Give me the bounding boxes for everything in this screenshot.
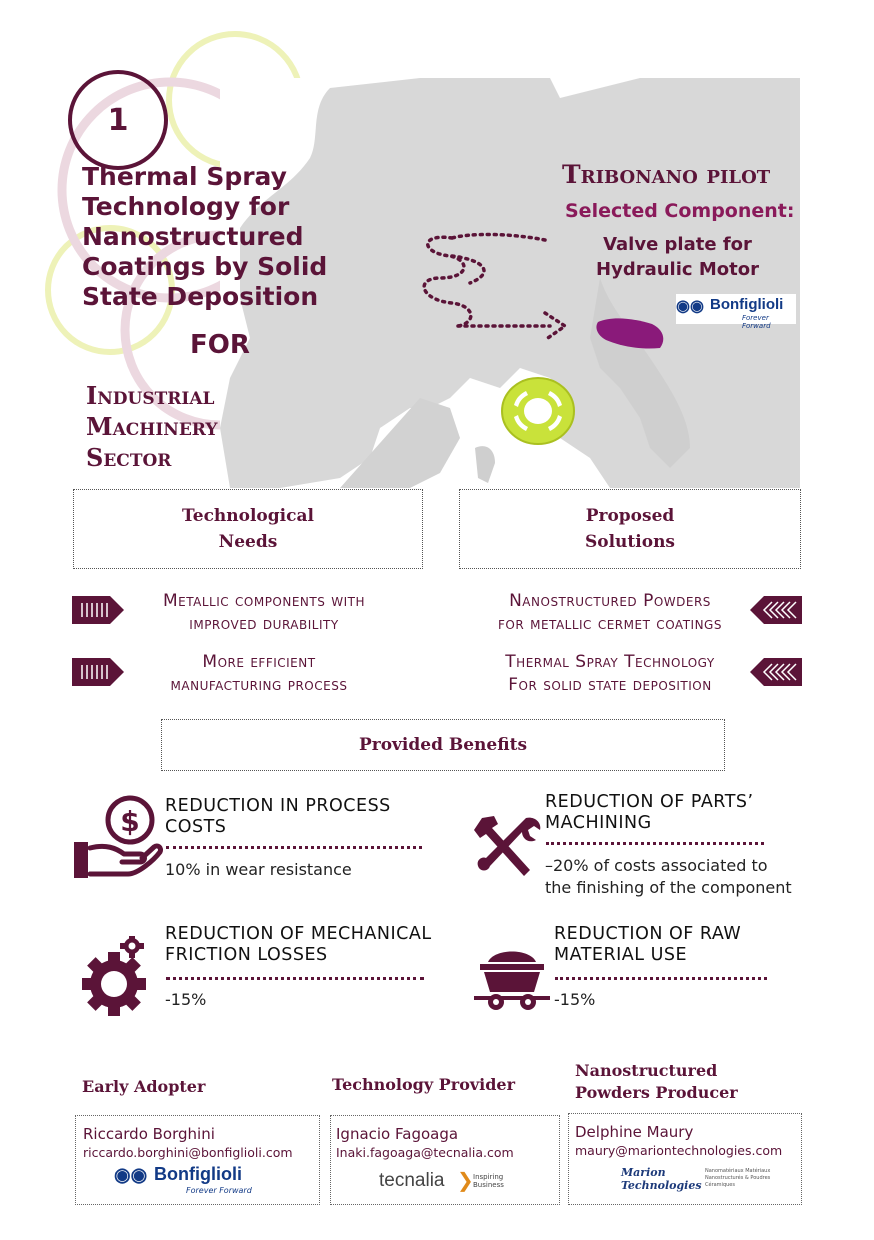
technological-needs-header: Technological Needs bbox=[73, 489, 423, 569]
sector-label: Industrial Machinery Sector bbox=[86, 381, 218, 472]
need-arrow-icon bbox=[72, 596, 124, 624]
bonfiglioli-logo: ◉◉ Bonfiglioli Forever Forward bbox=[114, 1164, 252, 1195]
marion-technologies-logo: Marion Technologies Nanomatériaux Matériaux Nanostructurés & Poudres Céramiques bbox=[621, 1166, 771, 1192]
tools-icon bbox=[474, 814, 544, 880]
need-arrow-icon bbox=[72, 658, 124, 686]
benefit-title: REDUCTION OF MECHANICAL FRICTION LOSSES bbox=[165, 924, 432, 965]
need-item: More efficient manufacturing process bbox=[170, 652, 348, 695]
benefit-title: REDUCTION OF RAW MATERIAL USE bbox=[554, 924, 742, 965]
benefit-divider bbox=[166, 977, 424, 980]
benefit-text: -15% bbox=[554, 990, 596, 1009]
svg-text:$: $ bbox=[120, 805, 140, 838]
contact-name: Delphine Maury bbox=[575, 1123, 694, 1141]
need-item: Metallic components with improved durability bbox=[162, 591, 366, 634]
tecnalia-logo: tecnalia ❯ Inspiring Business bbox=[379, 1168, 504, 1192]
pilot-title: Tribonano pilot bbox=[562, 160, 771, 189]
mine-cart-icon bbox=[474, 944, 550, 1016]
benefit-text: -15% bbox=[165, 990, 207, 1009]
contact-card-early-adopter bbox=[75, 1115, 320, 1205]
contact-email[interactable]: maury@mariontechnologies.com bbox=[575, 1143, 783, 1158]
proposed-solutions-header: Proposed Solutions bbox=[459, 489, 801, 569]
benefit-title: REDUCTION IN PROCESS COSTS bbox=[165, 796, 391, 837]
contact-role: Nanostructured Powders Producer bbox=[575, 1061, 738, 1102]
contact-email[interactable]: Inaki.fagoaga@tecnalia.com bbox=[336, 1145, 514, 1160]
contact-name: Ignacio Fagoaga bbox=[336, 1125, 459, 1143]
gears-icon bbox=[82, 936, 152, 1016]
contact-card-technology-provider bbox=[330, 1115, 560, 1205]
benefit-title: REDUCTION OF PARTS’ MACHINING bbox=[545, 792, 754, 833]
page-title: Thermal Spray Technology for Nanostructured Coatings by Solid State Deposition bbox=[82, 162, 328, 311]
for-label: FOR bbox=[190, 330, 250, 360]
bonfiglioli-logo: ◉◉ Bonfiglioli Forever Forward bbox=[676, 294, 796, 324]
solution-item: Nanostructured Powders for metallic cermet coatings bbox=[498, 591, 722, 634]
step-number-badge: 1 bbox=[68, 70, 168, 170]
benefit-divider bbox=[555, 977, 767, 980]
benefit-divider bbox=[166, 846, 422, 849]
benefit-divider bbox=[546, 842, 764, 845]
selected-component-label: Selected Component: bbox=[565, 200, 795, 222]
benefit-text: 10% in wear resistance bbox=[165, 860, 352, 879]
money-hand-icon bbox=[72, 792, 164, 884]
contact-role: Technology Provider bbox=[332, 1075, 516, 1094]
selected-component-name: Valve plate for Hydraulic Motor bbox=[596, 234, 759, 280]
contact-role: Early Adopter bbox=[82, 1077, 206, 1096]
provided-benefits-header: Provided Benefits bbox=[161, 719, 725, 771]
contact-name: Riccardo Borghini bbox=[83, 1125, 215, 1143]
solution-item: Thermal Spray Technology For solid state deposition bbox=[505, 652, 715, 695]
valve-plate-icon bbox=[500, 375, 580, 445]
benefit-text: –20% of costs associated to the finishing of the component bbox=[545, 856, 792, 897]
contact-email[interactable]: riccardo.borghini@bonfiglioli.com bbox=[83, 1145, 293, 1160]
contact-card-powders-producer bbox=[568, 1113, 802, 1205]
